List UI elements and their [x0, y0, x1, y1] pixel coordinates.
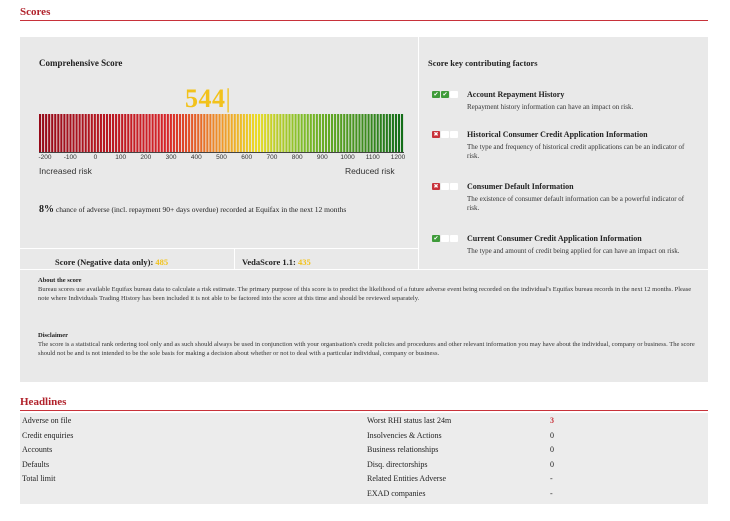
score-bar-stripe	[337, 114, 339, 152]
score-bar-stripe	[130, 114, 132, 152]
score-bar-stripe	[149, 114, 151, 152]
disclaimer-text: The score is a statistical rank ordering tool only and as such should always be used in conjunction with your organisation's credit policies and procedures and other relevant information you may have about the individual, company or business. The score should not be and is not intended to be the sole basis for making a decision about whether or not to deal with a particular individual, company or business.	[38, 341, 695, 357]
score-bar-stripe	[240, 114, 242, 152]
score-bar-stripe	[82, 114, 84, 152]
empty-indicator-icon	[450, 91, 458, 98]
score-bar-stripe	[380, 114, 382, 152]
score-bar-stripe	[349, 114, 351, 152]
score-bar-stripe	[155, 114, 157, 152]
score-bar-stripe	[252, 114, 254, 152]
score-bar-stripe	[139, 114, 141, 152]
score-bar-stripe	[91, 114, 93, 152]
score-bar-stripe	[276, 114, 278, 152]
score-bar-stripe	[142, 114, 144, 152]
score-bar-stripe	[364, 114, 366, 152]
score-bar-stripe	[328, 114, 330, 152]
score-bar-stripe	[301, 114, 303, 152]
score-bar-stripe	[401, 114, 403, 152]
score-bar-stripe	[355, 114, 357, 152]
scale-tick-label: 100	[115, 154, 127, 161]
score-bar-stripe	[152, 114, 154, 152]
score-bar-stripe	[249, 114, 251, 152]
score-bar-stripe	[273, 114, 275, 152]
score-bar-stripe	[164, 114, 166, 152]
score-bar-stripe	[170, 114, 172, 152]
score-bar-stripe	[173, 114, 175, 152]
score-bar-stripe	[340, 114, 342, 152]
score-bar-stripe	[103, 114, 105, 152]
score-bar-stripe	[291, 114, 293, 152]
factor-title: Historical Consumer Credit Application Information	[467, 130, 648, 139]
scale-tick-label: 500	[216, 154, 227, 161]
score-bar-stripe	[346, 114, 348, 152]
disclaimer-heading: Disclaimer	[38, 332, 68, 339]
headline-label: Total limit	[22, 474, 56, 484]
scale-tick-label: 900	[316, 154, 328, 161]
score-bar-stripe	[197, 114, 199, 152]
score-bar-stripe	[179, 114, 181, 152]
empty-indicator-icon	[441, 131, 449, 138]
score-bar-stripe	[188, 114, 190, 152]
score-bar-stripe	[97, 114, 99, 152]
headline-value: -	[550, 489, 553, 498]
score-bar-stripe	[136, 114, 138, 152]
factor-description: The existence of consumer default information can be a powerful indicator of risk.	[467, 195, 685, 212]
score-bar-stripe	[228, 114, 230, 152]
scale-tick-label: 1000	[340, 154, 355, 161]
score-bar-stripe	[298, 114, 300, 152]
score-bar-stripe	[389, 114, 391, 152]
score-bar-stripe	[237, 114, 239, 152]
score-bar-stripe	[313, 114, 315, 152]
score-bar-stripe	[246, 114, 248, 152]
score-bar-stripe	[121, 114, 123, 152]
score-bar-stripe	[76, 114, 78, 152]
score-bar-stripe	[194, 114, 196, 152]
headline-label: Accounts	[22, 445, 53, 455]
score-bar-stripe	[69, 114, 71, 152]
score-bar-stripe	[322, 114, 324, 152]
score-bar-stripe	[386, 114, 388, 152]
score-bar-stripe	[66, 114, 68, 152]
score-bar-stripe	[109, 114, 111, 152]
score-bar-stripe	[331, 114, 333, 152]
scale-tick-label: 1100	[365, 154, 380, 161]
headline-label: Worst RHI status last 24m	[367, 416, 452, 425]
score-bar-stripe	[54, 114, 56, 152]
score-bar-stripe	[279, 114, 281, 152]
headline-label: Defaults	[22, 459, 50, 469]
score-bar-stripe	[51, 114, 53, 152]
panel-about-divider	[20, 269, 708, 270]
score-bar-stripe	[374, 114, 376, 152]
score-bar-stripe	[319, 114, 321, 152]
headline-label: EXAD companies	[367, 489, 426, 498]
score-bar-stripe	[383, 114, 385, 152]
check-icon: ✔	[433, 91, 439, 98]
headline-label: Adverse on file	[22, 416, 72, 425]
scale-tick-label: 1200	[390, 154, 406, 161]
about-score	[38, 276, 698, 303]
score-bar-stripe	[200, 114, 202, 152]
score-bar-stripe	[48, 114, 50, 152]
score-footer-separator	[234, 249, 235, 269]
scale-tick-label: 200	[140, 154, 152, 161]
score-bar-stripe	[231, 114, 233, 152]
score-bar-stripe	[222, 114, 224, 152]
score-bar-stripe	[295, 114, 297, 152]
panel-vertical-divider	[418, 37, 419, 269]
headline-label: Disq. directorships	[367, 459, 428, 469]
headlines-title-rule	[20, 410, 708, 411]
scale-tick-label: -200	[38, 154, 52, 161]
score-bar-stripe	[57, 114, 59, 152]
score-bar-stripe	[79, 114, 81, 152]
reduced-risk-label: Reduced risk	[345, 166, 395, 176]
about-heading: About the score	[38, 277, 82, 284]
score-bar-stripe	[392, 114, 394, 152]
empty-indicator-icon	[450, 235, 458, 242]
cross-icon: ✖	[433, 183, 439, 190]
score-bar-stripe	[395, 114, 397, 152]
score-bar-stripe	[264, 114, 266, 152]
factor-description: The type and amount of credit being applied for can have an impact on risk.	[467, 247, 680, 255]
headline-value: 0	[550, 445, 554, 455]
headline-label: Credit enquiries	[22, 430, 74, 440]
score-bar-stripe	[371, 114, 373, 152]
score-bar-stripe	[203, 114, 205, 152]
scores-title-rule	[20, 20, 708, 21]
score-bar-stripe	[63, 114, 65, 152]
score-bar-stripe	[270, 114, 272, 152]
check-icon: ✔	[433, 235, 439, 242]
score-bar-stripe	[112, 114, 114, 152]
score-bar-stripe	[100, 114, 102, 152]
scale-tick-label: 300	[165, 154, 177, 161]
score-bar-stripe	[285, 114, 287, 152]
score-bar-stripe	[234, 114, 236, 152]
score-bar-stripe	[310, 114, 312, 152]
score-bar-stripe	[377, 114, 379, 152]
empty-indicator-icon	[441, 235, 449, 242]
score-bar-stripe	[118, 114, 120, 152]
comprehensive-score-value: 544|	[185, 84, 232, 113]
score-bar-stripe	[325, 114, 327, 152]
score-bar-stripe	[85, 114, 87, 152]
score-bar-stripe	[161, 114, 163, 152]
score-bar-stripe	[60, 114, 62, 152]
score-bar-stripe	[368, 114, 370, 152]
disclaimer	[38, 331, 698, 358]
score-bar-stripe	[88, 114, 90, 152]
score-bar-stripe	[243, 114, 245, 152]
score-bar-stripe	[191, 114, 193, 152]
empty-indicator-icon	[450, 131, 458, 138]
score-bar-stripe	[258, 114, 260, 152]
score-bar-stripe	[398, 114, 400, 152]
factor-description: The type and frequency of historical credit applications can be an indicator of risk.	[467, 143, 685, 160]
score-bar-stripe	[352, 114, 354, 152]
score-bar-stripe	[225, 114, 227, 152]
score-gradient-bar	[39, 114, 404, 152]
about-text: Bureau scores use available Equifax bureau data to calculate a risk estimate. The primary purpose of this score is to predict the likelihood of a future adverse event being recorded on the individual's Equifax bureau records in the next 12 months. Please note where Individuals Trading History has been included it is not able to be factored into the score at this time and should be reviewed separately.	[38, 286, 692, 302]
score-bar-stripe	[45, 114, 47, 152]
check-icon: ✔	[442, 91, 448, 98]
score-bar-stripe	[267, 114, 269, 152]
score-bar-stripe	[261, 114, 263, 152]
score-bar-stripe	[307, 114, 309, 152]
contributing-factors-title: Score key contributing factors	[428, 58, 538, 68]
factor-title: Account Repayment History	[467, 90, 565, 99]
scores-section-title: Scores	[20, 6, 51, 18]
score-bar-stripe	[212, 114, 214, 152]
score-bar-stripe	[185, 114, 187, 152]
score-footer-divider	[20, 248, 418, 249]
empty-indicator-icon	[450, 183, 458, 190]
headline-label: Related Entities Adverse	[367, 474, 447, 484]
empty-indicator-icon	[441, 183, 449, 190]
score-bar-stripe	[167, 114, 169, 152]
score-bar-stripe	[124, 114, 126, 152]
scale-tick-label: 0	[93, 154, 98, 161]
scale-tick-label: -100	[63, 154, 77, 161]
score-bar-stripe	[304, 114, 306, 152]
score-bar-stripe	[316, 114, 318, 152]
score-bar-stripe	[94, 114, 96, 152]
score-bar-stripe	[361, 114, 363, 152]
scale-tick-label: 700	[266, 154, 278, 161]
score-bar-stripe	[282, 114, 284, 152]
score-bar-stripe	[218, 114, 220, 152]
headline-value: 0	[550, 430, 554, 440]
comprehensive-score-title: Comprehensive Score	[39, 58, 123, 68]
headline-label: Business relationships	[367, 445, 439, 455]
adverse-chance-text: 8% chance of adverse (incl. repayment 90+ days overdue) recorded at Equifax in the next 12 months	[39, 204, 347, 215]
score-bar-stripe	[182, 114, 184, 152]
factor-title: Current Consumer Credit Application Information	[467, 234, 642, 243]
cross-icon: ✖	[433, 131, 439, 138]
headlines-section-title: Headlines	[20, 396, 67, 408]
score-bar-stripe	[209, 114, 211, 152]
headline-value: -	[550, 474, 553, 484]
score-bar-stripe	[255, 114, 257, 152]
headline-value: 0	[550, 459, 554, 469]
score-bar-stripe	[215, 114, 217, 152]
scale-tick-label: 600	[241, 154, 253, 161]
score-bar-stripe	[106, 114, 108, 152]
score-bar-stripe	[42, 114, 44, 152]
score-bar-stripe	[72, 114, 74, 152]
scale-tick-label: 800	[291, 154, 303, 161]
factor-description: Repayment history information can have an impact on risk.	[467, 103, 634, 111]
score-bar-stripe	[176, 114, 178, 152]
score-bar-stripe	[133, 114, 135, 152]
headlines-table	[20, 413, 708, 504]
score-bar-stripe	[115, 114, 117, 152]
score-bar-stripe	[127, 114, 129, 152]
headline-value: 3	[550, 416, 554, 425]
score-bar-stripe	[288, 114, 290, 152]
factor-title: Consumer Default Information	[467, 182, 574, 191]
score-bar-stripe	[334, 114, 336, 152]
score-bar-stripe	[158, 114, 160, 152]
headline-label: Insolvencies & Actions	[367, 430, 442, 440]
score-bar-stripe	[206, 114, 208, 152]
scale-tick-label: 400	[190, 154, 202, 161]
adverse-chance-percent: 8%	[39, 204, 54, 215]
score-bar-stripe	[39, 114, 41, 152]
score-bar-stripe	[358, 114, 360, 152]
vedascore: VedaScore 1.1: 435	[242, 257, 311, 267]
score-bar-stripe	[145, 114, 147, 152]
increased-risk-label: Increased risk	[39, 166, 92, 176]
negative-score: Score (Negative data only): 485	[55, 257, 169, 267]
score-bar-stripe	[343, 114, 345, 152]
